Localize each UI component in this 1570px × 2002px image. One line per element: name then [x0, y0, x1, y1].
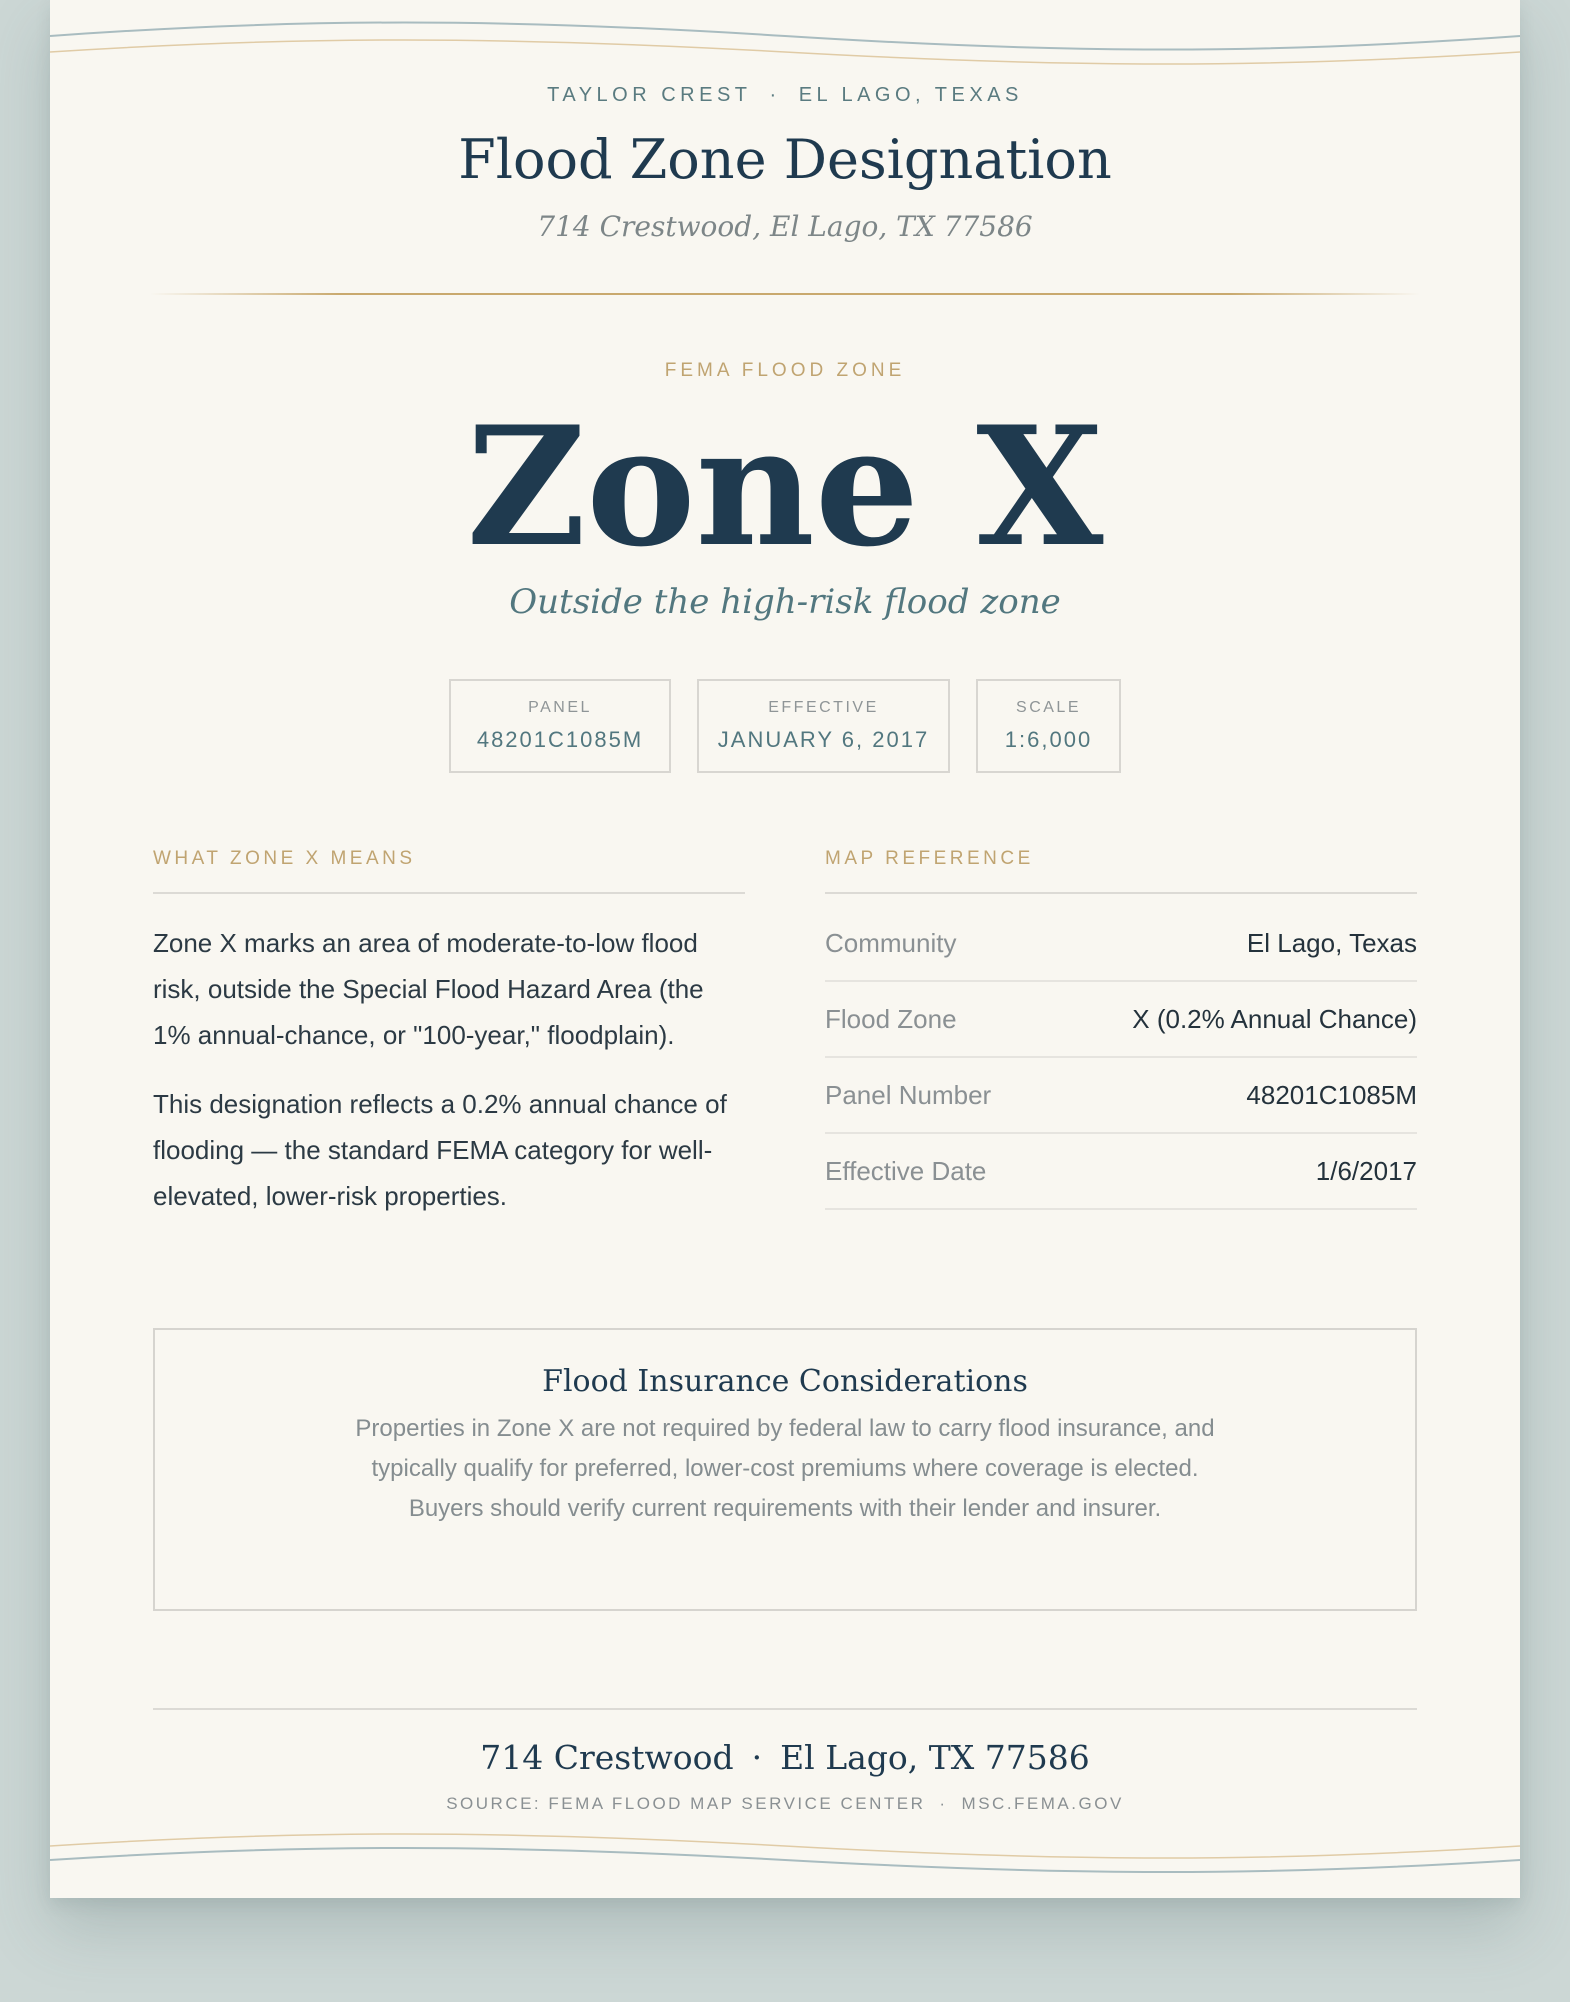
zone-meaning-paragraph: This designation reflects a 0.2% annual chance of flooding — the standard FEMA category for well-elevated, lower-risk properties. [153, 1089, 727, 1211]
header-divider [150, 293, 1420, 295]
effective-box [697, 679, 950, 773]
reference-row-flood-zone [825, 982, 1417, 1058]
reference-value: 1/6/2017 [1315, 1155, 1417, 1186]
panel-value: 48201C1085M [476, 727, 644, 752]
reference-row-effective-date [825, 1134, 1417, 1210]
scale-label: SCALE [1016, 699, 1081, 716]
zone-meaning-paragraph: Zone X marks an area of moderate-to-low flood risk, outside the Special Flood Hazard Area (the 1% annual-chance, or "100-year," floodplain). [153, 928, 704, 1050]
scale-box [976, 679, 1121, 773]
community-location: EL LAGO, TEXAS [798, 84, 1023, 106]
footer-source-line [50, 1794, 1520, 1814]
map-reference-section [825, 848, 1417, 1210]
bottom-wave-decoration [50, 1818, 1520, 1898]
reference-row-panel-number [825, 1058, 1417, 1134]
panel-box [449, 679, 671, 773]
top-wave-decoration [50, 0, 1520, 80]
panel-label: PANEL [528, 699, 592, 716]
document-title: Flood Zone Designation [458, 128, 1112, 191]
map-reference-heading: MAP REFERENCE [825, 848, 1034, 869]
eyebrow-separator: · [769, 84, 781, 106]
flood-zone-sheet [50, 0, 1520, 1898]
reference-value: El Lago, Texas [1246, 927, 1417, 958]
zone-meaning-divider [153, 892, 745, 894]
community-name: TAYLOR CREST [547, 84, 752, 106]
footer-separator: · [751, 1738, 763, 1777]
zone-label: FEMA FLOOD ZONE [664, 360, 906, 381]
community-eyebrow [50, 84, 1520, 107]
reference-key: Effective Date [825, 1155, 987, 1186]
footer-source-separator: · [939, 1794, 948, 1813]
footer-source: SOURCE: FEMA FLOOD MAP SERVICE CENTER [446, 1794, 926, 1813]
zone-designation: Zone X [466, 390, 1104, 583]
property-address: 714 Crestwood, El Lago, TX 77586 [537, 210, 1033, 243]
map-reference-divider [825, 892, 1417, 894]
effective-value: JANUARY 6, 2017 [717, 727, 930, 752]
map-meta-row [50, 679, 1520, 773]
insurance-body: Properties in Zone X are not required by federal law to carry flood insurance, and typically qualify for preferred, lower-cost premiums where coverage is elected. Buyers should verify current requirements with their lender and insurer. [355, 1415, 1215, 1522]
reference-value: X (0.2% Annual Chance) [1132, 1003, 1417, 1034]
zone-meaning-section [153, 848, 745, 1219]
footer-address [50, 1738, 1520, 1777]
zone-tagline: Outside the high-risk flood zone [509, 582, 1061, 622]
zone-meaning-heading: WHAT ZONE X MEANS [153, 848, 416, 869]
effective-label: EFFECTIVE [768, 699, 879, 716]
map-reference-list [825, 906, 1417, 1210]
footer-divider [153, 1708, 1417, 1710]
reference-value: 48201C1085M [1246, 1079, 1417, 1110]
reference-key: Flood Zone [825, 1003, 957, 1034]
footer-website: MSC.FEMA.GOV [961, 1794, 1124, 1813]
reference-row-community [825, 906, 1417, 982]
insurance-callout [153, 1328, 1417, 1611]
footer-city: El Lago, TX 77586 [780, 1738, 1090, 1777]
footer-street: 714 Crestwood [480, 1738, 734, 1777]
insurance-title: Flood Insurance Considerations [542, 1364, 1028, 1399]
reference-key: Panel Number [825, 1079, 992, 1110]
reference-key: Community [825, 927, 957, 958]
scale-value: 1:6,000 [1004, 727, 1093, 752]
